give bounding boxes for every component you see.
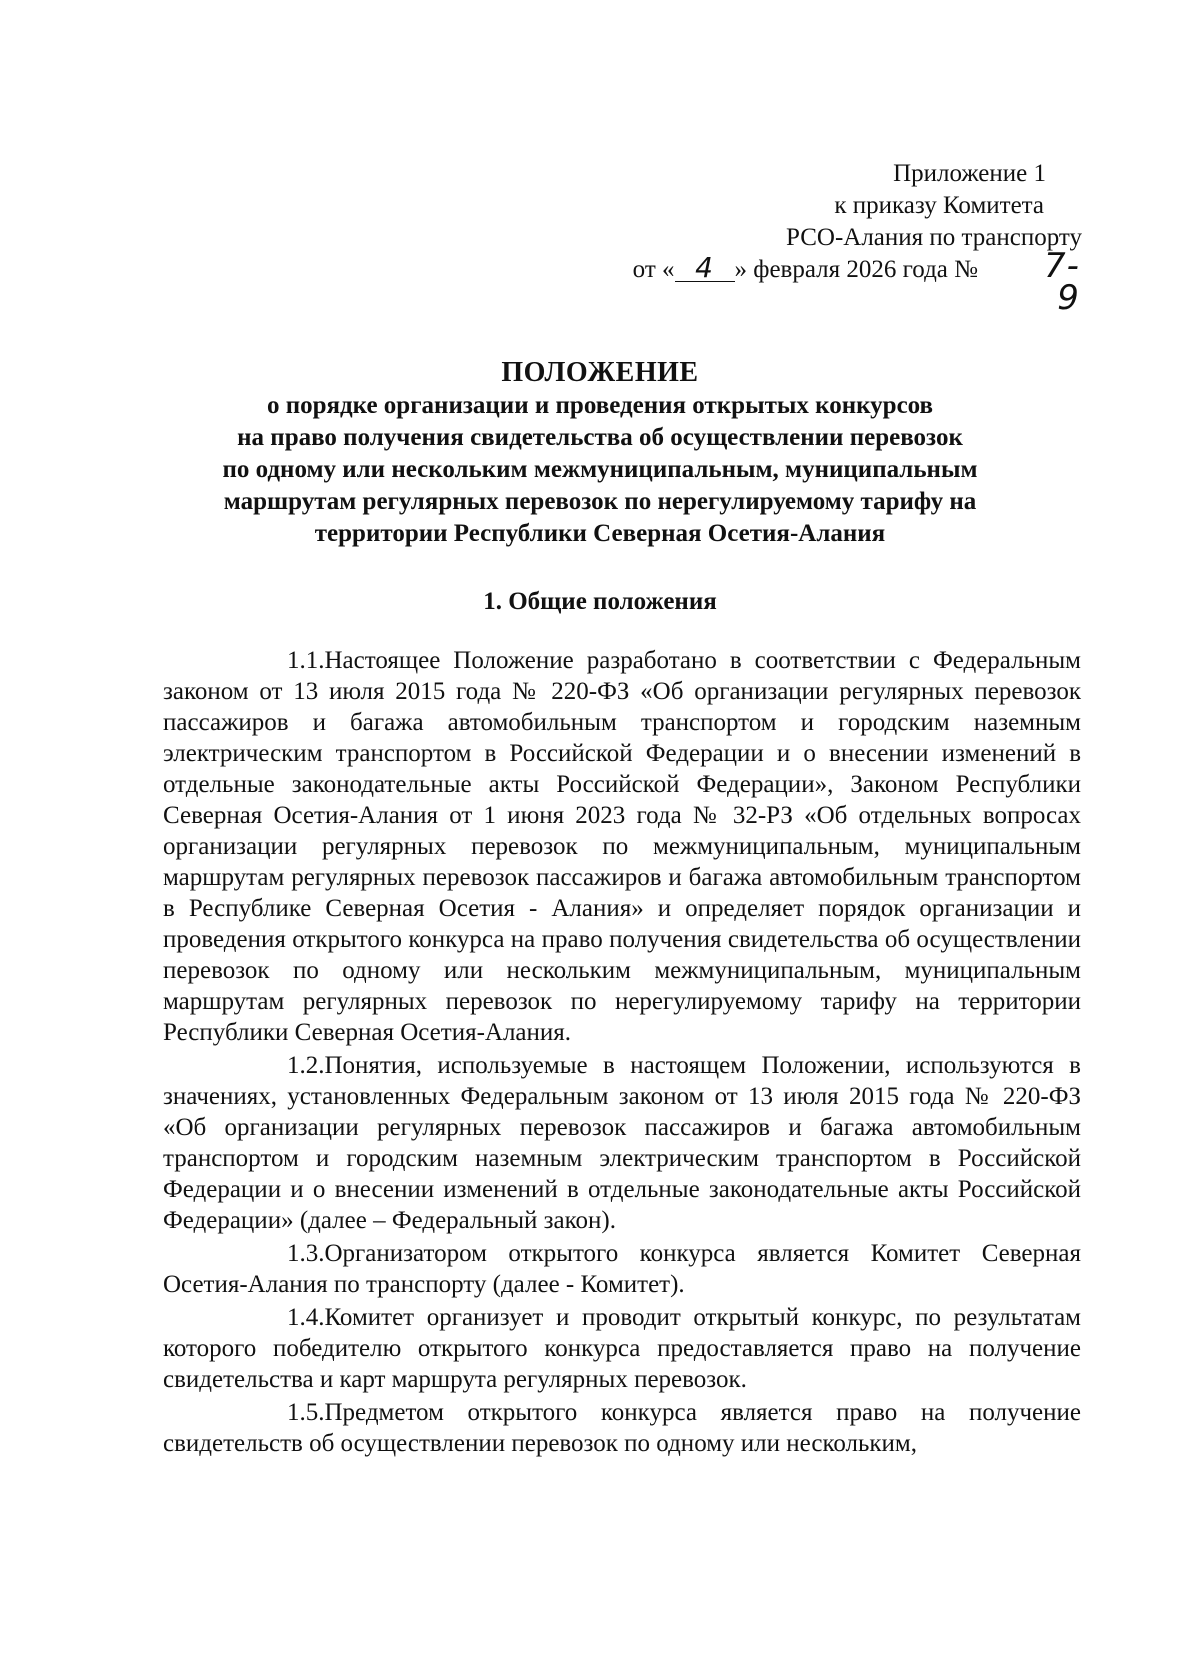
paragraph-number: 1.2. [287,1052,325,1079]
subtitle-line: территории Республики Северная Осетия-Алания [314,520,886,547]
annex-title: Приложение 1 [893,160,1046,187]
annex-committee: РСО-Алания по транспорту [786,224,1082,251]
paragraph-text: Понятия, используемые в настоящем Положении, используются в значениях, установленных Федеральным законом от 13 июля 2015 года № 220-ФЗ «Об организации регулярных перевозок пассажиров и багажа автомобильным транспортом и городским наземным электрическим транспортом в Российской Федерации и о внесении изменений в отдельные законодательные акты Российской Федерации» (далее – Федеральный закон). [163,1052,1081,1234]
paragraph-text: Организатором открытого конкурса является Комитет Северная Осетия-Алания по транспорту (далее - Комитет). [163,1240,1081,1298]
subtitle-line: о порядке организации и проведения открытых конкурсов [266,392,934,419]
paragraph-1-2 [163,1050,1081,1236]
paragraph-1-4 [163,1302,1081,1395]
annex-block [602,158,1082,319]
document-subtitle [150,390,1050,550]
paragraph-number: 1.1. [287,647,325,674]
handwritten-order-number: 7-9 [1044,246,1080,319]
section-heading: 1. Общие положения [483,588,717,615]
annex-date-line [602,246,1082,319]
paragraph-text: Предметом открытого конкурса является право на получение свидетельств об осуществлении перевозок по одному или нескольким, [163,1399,1081,1457]
order-number-wrap [978,246,1080,319]
annex-order-ref: к приказу Комитета [834,192,1044,219]
subtitle-line: маршрутам регулярных перевозок по нерегулируемому тарифу на [223,488,977,515]
handwritten-day: 4 [675,255,735,282]
document-title-block [150,356,1050,550]
paragraph-text: Настоящее Положение разработано в соответствии с Федеральным законом от 13 июля 2015 года № 220-ФЗ «Об организации регулярных перевозок пассажиров и багажа автомобильным транспортом и городским наземным электрическим транспортом в Российской Федерации и о внесении изменений в отдельные законодательные акты Российской Федерации», Законом Республики Северная Осетия-Алания от 1 июня 2023 года № 32-РЗ «Об отдельных вопросах организации регулярных перевозок по межмуниципальным, муниципальным маршрутам регулярных перевозок пассажиров и багажа автомобильным транспортом в Республике Северная Осетия - Алания» и определяет порядок организации и проведения открытого конкурса на право получения свидетельства об осуществлении перевозок по одному или нескольким межмуниципальным, муниципальным маршрутам регулярных перевозок по нерегулируемому тарифу на территории Республики Северная Осетия-Алания. [163,647,1081,1046]
document-title: ПОЛОЖЕНИЕ [501,357,699,388]
subtitle-line: по одному или нескольким межмуниципальным, муниципальным [222,456,978,483]
paragraph-1-1 [163,645,1081,1048]
date-prefix: от « [632,256,675,283]
paragraph-number: 1.5. [287,1399,325,1426]
section-body [163,645,1081,1461]
subtitle-line: на право получения свидетельства об осуществлении перевозок [237,424,963,451]
paragraph-1-3 [163,1238,1081,1300]
date-suffix: » февраля 2026 года № [734,256,978,283]
paragraph-number: 1.4. [287,1304,325,1331]
paragraph-1-5 [163,1397,1081,1459]
paragraph-text: Комитет организует и проводит открытый конкурс, по результатам которого победителю открытого конкурса предоставляется право на получение свидетельства и карт маршрута регулярных перевозок. [163,1304,1081,1393]
paragraph-number: 1.3. [287,1240,325,1267]
